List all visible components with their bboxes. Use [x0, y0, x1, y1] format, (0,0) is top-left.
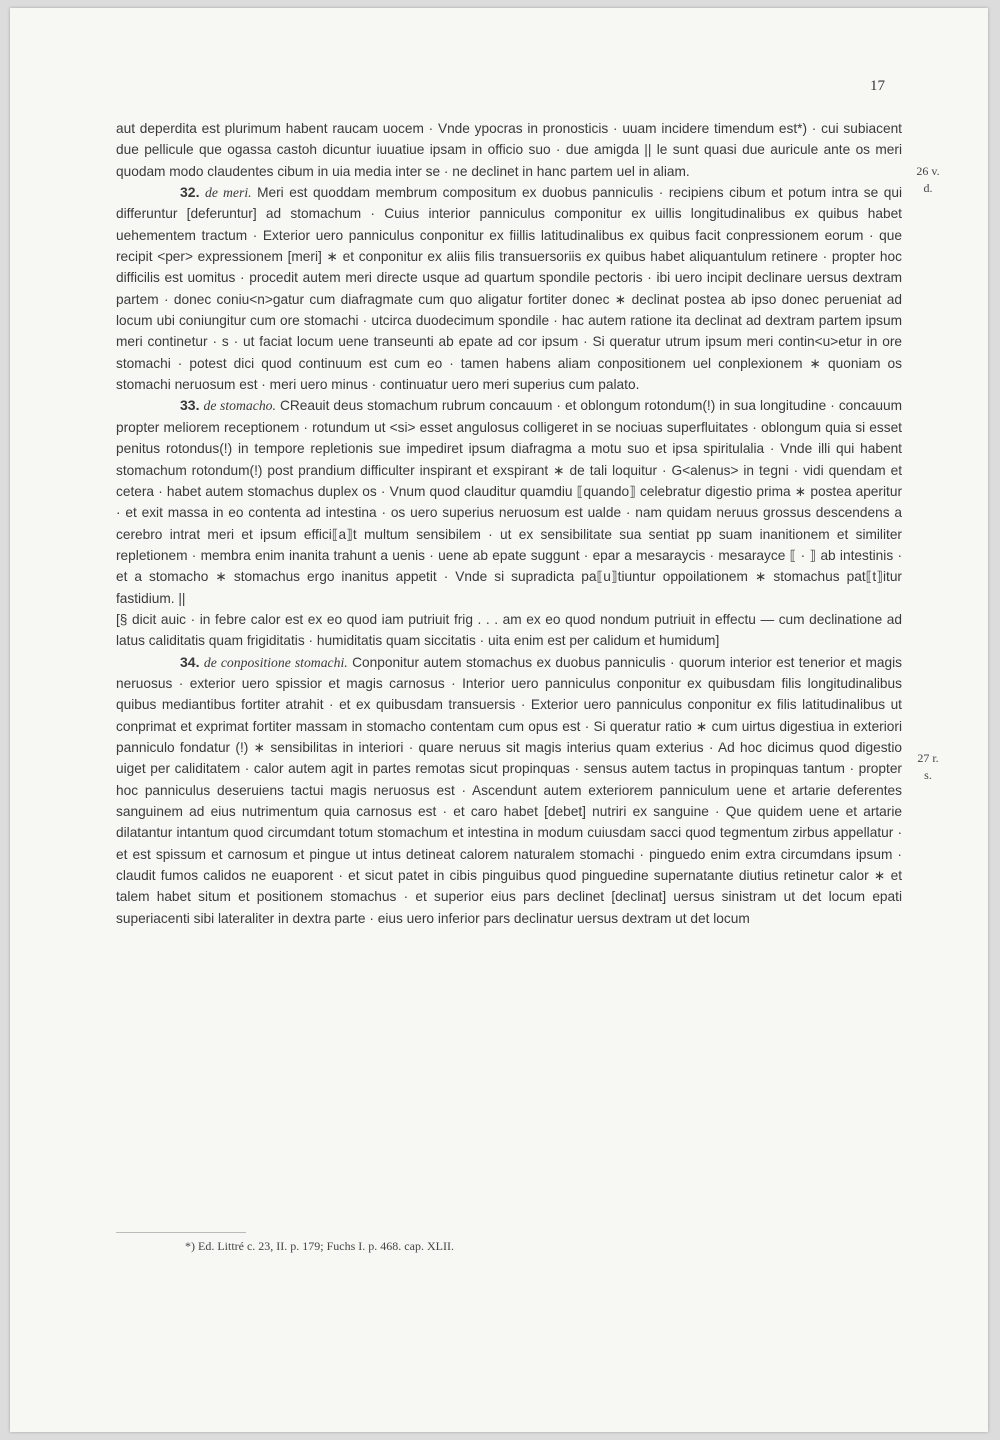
section-34 — [116, 652, 902, 929]
margin-note-line: 26 v. — [916, 164, 940, 178]
section-title: de stomacho. — [203, 398, 276, 414]
section-number: 32. — [180, 184, 200, 201]
section-number: 33. — [180, 397, 200, 414]
footnote-rule — [116, 1232, 246, 1233]
footnote: *) Ed. Littré c. 23, II. p. 179; Fuchs I. p. 468. cap. XLII. — [185, 1239, 454, 1253]
section-text: Conponitur autem stomachus ex duobus panniculis · quorum interior est tenerior et magis neruosus · exterior uero spissior et magis carnosus · Interior uero panniculus conponitur ex quibusdam filis longitudinalibus quibus mediantibus fortiter atrahit · et ex quibusdam transuersis · Exterior uero panniculus conponitur ex filis latitudinalibus ut conprimat et exprimat fortiter massam in stomacho contentam cum opus est · Si queratur ratio ∗ cum uirtus digestiua in exteriori panniculo fondatur (!) ∗ sensibilitas in interiori · quare neruus sit magis interius quam exterius · Ad hoc dicimus quod digestio uiget per caliditatem · calor autem agit in partes remotas sicut propinquas · sensus autem tactus in propinquas tantum · propter hoc panniculus deseruiens tactui magis neruosus est · Ascendunt autem exteriorem panniculum uene et artarie deferentes sanguinem ad eius nutrimentum quia carnosus est · et caro habet [debet] nutriri ex sanguine · Que quidem uene et artarie dilatantur intantum quod circumdant totum stomachum et intestina in modum cuiusdam sacci quod tegmentum zirbus appellatur · et est spissum et carnosum et pingue ut intus detineat calorem naturalem stomachi · pinguedo enim extra circumdans ipsum · claudit fumos calidos ne euaporent · et sicut patet in cibis pinguibus quod pinguedine supernatante diutius retinetur calor ∗ et talem habet situm et positionem stomachus · et superior eius pars declinet [declinat] uersus sinistram ut det locum epati superiacenti sibi lateraliter in dextra parte · eius uero inferior pars declinatur uersus dextram ut det locum — [116, 654, 902, 926]
margin-note-line: s. — [924, 768, 932, 782]
margin-note-line: d. — [923, 181, 933, 195]
page-number: 17 — [870, 78, 885, 94]
section-title: de conpositione stomachi. — [203, 654, 348, 670]
section-text: CReauit deus stomachum rubrum concauum · et oblongum rotondum(!) in sua longitudine · concauum propter meliorem receptionem · rotundum ut <si> esset angulosus colligeret in se nociuas superfluitates · oblongum quia si esset penitus rotondus(!) in tempore repletionis sue impediret ipsum diafragma a motu suo et ipsa spiritulalia · Vnde illi qui habent stomachum rotondum(!) post prandium difficulter inspirant et exspirant ∗ de tali loquitur · G<alenus> in tegni · vidi quendam et cetera · habet autem stomachus duplex os · Vnum quod clauditur quamdiu ⟦quando⟧ celebratur digestio prima ∗ postea aperitur · et exit massa in eo contenta ad intestina · os uero superius neruosum est ualde · nam quidam neruus grossus descendens a cerebro intrat meri et ipsum effici⟦a⟧t multum sensibilem · ut ex sensibilitate sua sentiat pp suam inanitionem et similiter repletionem · membra enim inanita trahunt a uenis · uene ab epate suggunt · epar a mesaraycis · mesarayce ⟦ · ⟧ ab intestinis · et a stomacho ∗ stomachus ergo inanitus appetit · Vnde si supradicta pa⟦u⟧tiuntur oppoilationem ∗ stomachus pat⟦t⟧itur fastidium. || — [116, 398, 902, 606]
section-32 — [116, 182, 902, 395]
section-text: Meri est quoddam membrum compositum ex duobus panniculis · recipiens cibum et potum intra se qui differuntur [deferuntur] ad stomachum · Cuius interior panniculus componitur ex uillis longitudinalibus ex quibus habet uehementem tractum · Exterior uero panniculus conponitur ex fiillis latitudinalibus ex quibus facit conpressionem eorum · que recipit <per> expressionem [meri] ∗ et conponitur ex aliis filis transuersoriis ex quibus habet aliquantulum retinere · propter hoc difficilis est uomitus · procedit autem meri directe usque ad quartum spondile pectoris · ibi uero incipit declinare uersus dextram partem · donec coniu<n>gatur cum diafragmate cum quo aligatur fortiter donec ∗ declinat postea ab ipso donec perueniat ad locum ubi coniungitur cum ore stomachi · utcirca duodecimum spondile · hac autem ratione ita declinat ad dextram partem ipsum meri continetur · s · ut faciat locum uene transeunti ab epate ad cor ipsum · Si queratur utrum ipsum meri contin<u>etur in ore stomachi · potest dici quod continuum est cum eo · tamen habens aliam conpositionem uel conplexionem ∗ quoniam os stomachi neruosum est · meri uero minus · continuatur uero meri superius cum palato. — [116, 185, 902, 393]
page — [10, 8, 988, 1432]
margin-note-line: 27 r. — [917, 751, 939, 765]
margin-note-folio — [910, 750, 946, 784]
section-number: 34. — [180, 653, 200, 670]
section-33 — [116, 395, 902, 608]
paragraph: aut deperdita est plurimum habent raucam uocem · Vnde ypocras in pronosticis · uuam incidere timendum est*) · cui subiacent due pellicule que ogassa castoh dicuntur iuuatiue ipsam in officio suo · due amigda || le sunt quasi due auricule ante os meri quodam modo claudentes cibum in uia media inter se · ne declinet in hanc partem uel in aliam. — [116, 121, 902, 179]
gloss-paragraph: [§ dicit auic · in febre calor est ex eo quod iam putriuit frig . . . am ex eo quod nondum putriuit in effectu — cum declinatione ad latus caliditatis quam frigiditatis · humiditatis quam siccitatis · uita enim est per calidum et humidum] — [116, 611, 902, 649]
body-text — [116, 118, 902, 929]
section-title: de meri. — [204, 185, 252, 201]
margin-note-folio — [910, 163, 946, 197]
